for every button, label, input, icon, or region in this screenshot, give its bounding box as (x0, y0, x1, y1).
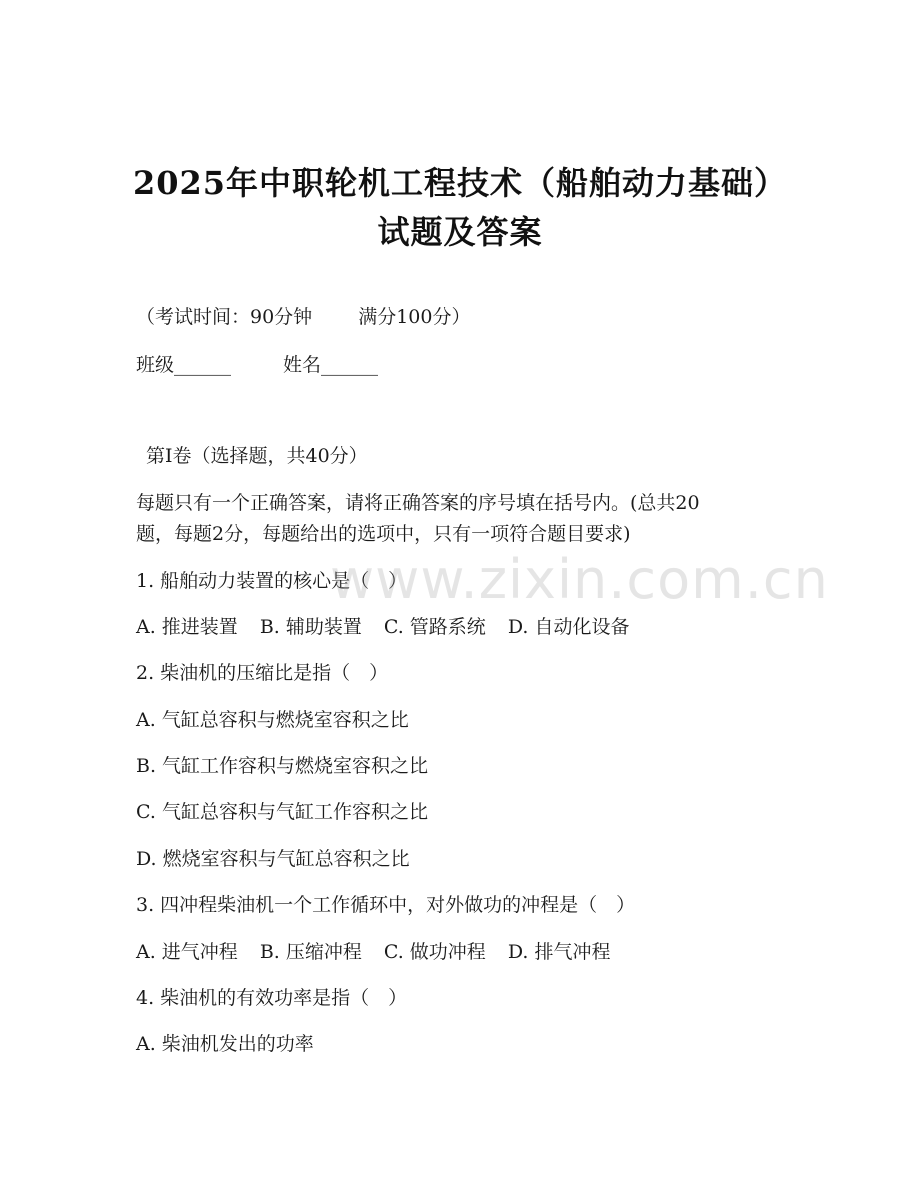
question-3-stem: 3. 四冲程柴油机一个工作循环中，对外做功的冲程是（ ） (136, 894, 636, 916)
exam-time: （考试时间：90分钟 (136, 306, 313, 328)
watermark-text: www.zixin.com.cn (330, 548, 829, 611)
option-d: D. 排气冲程 (507, 941, 611, 963)
section-title: 第I卷（选择题，共40分） (146, 445, 368, 467)
instructions-line1: 每题只有一个正确答案，请将正确答案的序号填在括号内。(总共20 (136, 492, 700, 514)
question-3-options (136, 937, 610, 964)
question-4-option-a: A. 柴油机发出的功率 (136, 1033, 314, 1055)
question-1-stem: 1. 船舶动力装置的核心是（ ） (136, 570, 408, 592)
question-2-option-b: B. 气缸工作容积与燃烧室容积之比 (136, 755, 429, 777)
option-a: A. 进气冲程 (136, 941, 238, 963)
exam-info (136, 302, 470, 329)
question-1-options (136, 612, 629, 639)
question-4-stem: 4. 柴油机的有效功率是指（ ） (136, 987, 408, 1009)
question-2-option-a: A. 气缸总容积与燃烧室容积之比 (136, 709, 409, 731)
document-title-line2: 试题及答案 (377, 213, 543, 251)
document-title-line1: 2025年中职轮机工程技术（船舶动力基础） (132, 164, 788, 202)
option-a: A. 推进装置 (136, 616, 238, 638)
option-d: D. 自动化设备 (507, 616, 630, 638)
option-b: B. 压缩冲程 (259, 941, 362, 963)
instructions-line2: 题，每题2分，每题给出的选项中，只有一项符合题目要求) (136, 523, 631, 545)
class-field-label: 班级______ (136, 354, 232, 376)
question-2-option-d: D. 燃烧室容积与气缸总容积之比 (136, 848, 410, 870)
question-2-stem: 2. 柴油机的压缩比是指（ ） (136, 662, 389, 684)
student-info (136, 350, 378, 377)
question-2-option-c: C. 气缸总容积与气缸工作容积之比 (136, 801, 428, 823)
option-c: C. 做功冲程 (383, 941, 486, 963)
option-b: B. 辅助装置 (259, 616, 362, 638)
full-score: 满分100分） (358, 306, 471, 328)
option-c: C. 管路系统 (383, 616, 486, 638)
name-field-label: 姓名______ (283, 354, 379, 376)
